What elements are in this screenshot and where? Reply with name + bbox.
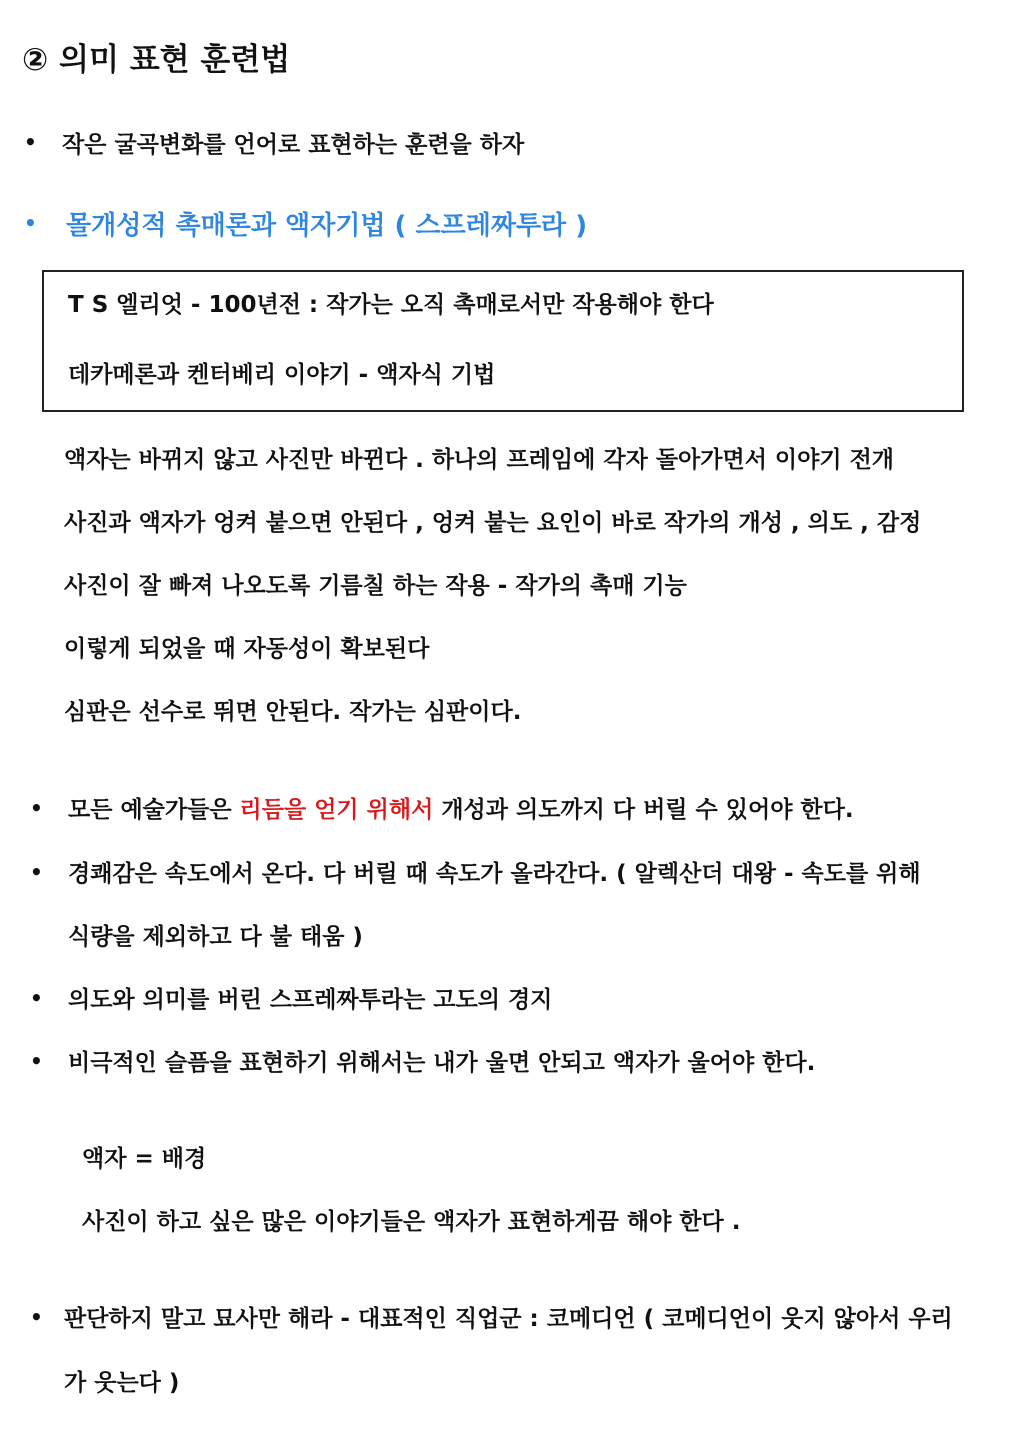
bullet-icon: • xyxy=(24,211,37,235)
page-title: ② 의미 표현 훈련법 xyxy=(22,42,291,78)
section-heading-catalyst: 몰개성적 촉매론과 액자기법 ( 스프레짜투라 ) xyxy=(66,211,588,241)
bullet-icon: • xyxy=(30,1305,43,1329)
bullet-icon: • xyxy=(30,1049,43,1073)
item-tragic: 비극적인 슬픔을 표현하기 위해서는 내가 울면 안되고 액자가 울어야 한다. xyxy=(68,1050,816,1076)
artists-text-after: 개성과 의도까지 다 버릴 수 있어야 한다. xyxy=(433,797,854,823)
box-line-eliot: T S 엘리엇 - 100년전 : 작가는 오직 촉매로서만 작용해야 한다 xyxy=(68,292,714,318)
frame-line: 사진이 잘 빠져 나오도록 기름칠 하는 작용 - 작가의 촉매 기능 xyxy=(64,573,687,599)
frame-line: 액자는 바뀌지 않고 사진만 바뀐다 . 하나의 프레임에 각자 돌아가면서 이야기 전개 xyxy=(64,447,895,473)
item-training: 작은 굴곡변화를 언어로 표현하는 훈련을 하자 xyxy=(62,132,525,158)
bullet-icon: • xyxy=(24,130,37,154)
artists-text-before: 모든 예술가들은 xyxy=(68,797,240,823)
frame-line: 심판은 선수로 뛰면 안된다. 작가는 심판이다. xyxy=(64,699,522,725)
photo-stories: 사진이 하고 싶은 많은 이야기들은 액자가 표현하게끔 해야 한다 . xyxy=(82,1209,741,1235)
rhythm-highlight: 리듬을 얻기 위해서 xyxy=(239,797,434,823)
item-describe: 판단하지 말고 묘사만 해라 - 대표적인 직업군 : 코메디언 ( 코메디언이 웃지 않아서 우리 xyxy=(64,1306,953,1332)
bullet-icon: • xyxy=(30,796,43,820)
frame-definition: 액자 = 배경 xyxy=(82,1146,207,1172)
bullet-icon: • xyxy=(30,860,43,884)
frame-line: 사진과 액자가 엉켜 붙으면 안된다 , 엉켜 붙는 요인이 바로 작가의 개성 , 의도 , 감정 xyxy=(64,510,922,536)
item-speed-continued: 식량을 제외하고 다 불 태움 ) xyxy=(68,924,363,950)
box-line-decameron: 데카메론과 켄터베리 이야기 - 액자식 기법 xyxy=(68,362,496,388)
item-speed: 경쾌감은 속도에서 온다. 다 버릴 때 속도가 올라간다. ( 알렉산더 대왕 - 속도를 위해 xyxy=(68,861,921,887)
item-sprezzatura: 의도와 의미를 버린 스프레짜투라는 고도의 경지 xyxy=(68,987,553,1013)
item-artists xyxy=(68,791,854,824)
item-describe-continued: 가 웃는다 ) xyxy=(64,1370,180,1396)
frame-line: 이렇게 되었을 때 자동성이 확보된다 xyxy=(64,636,430,662)
bullet-icon: • xyxy=(30,986,43,1010)
